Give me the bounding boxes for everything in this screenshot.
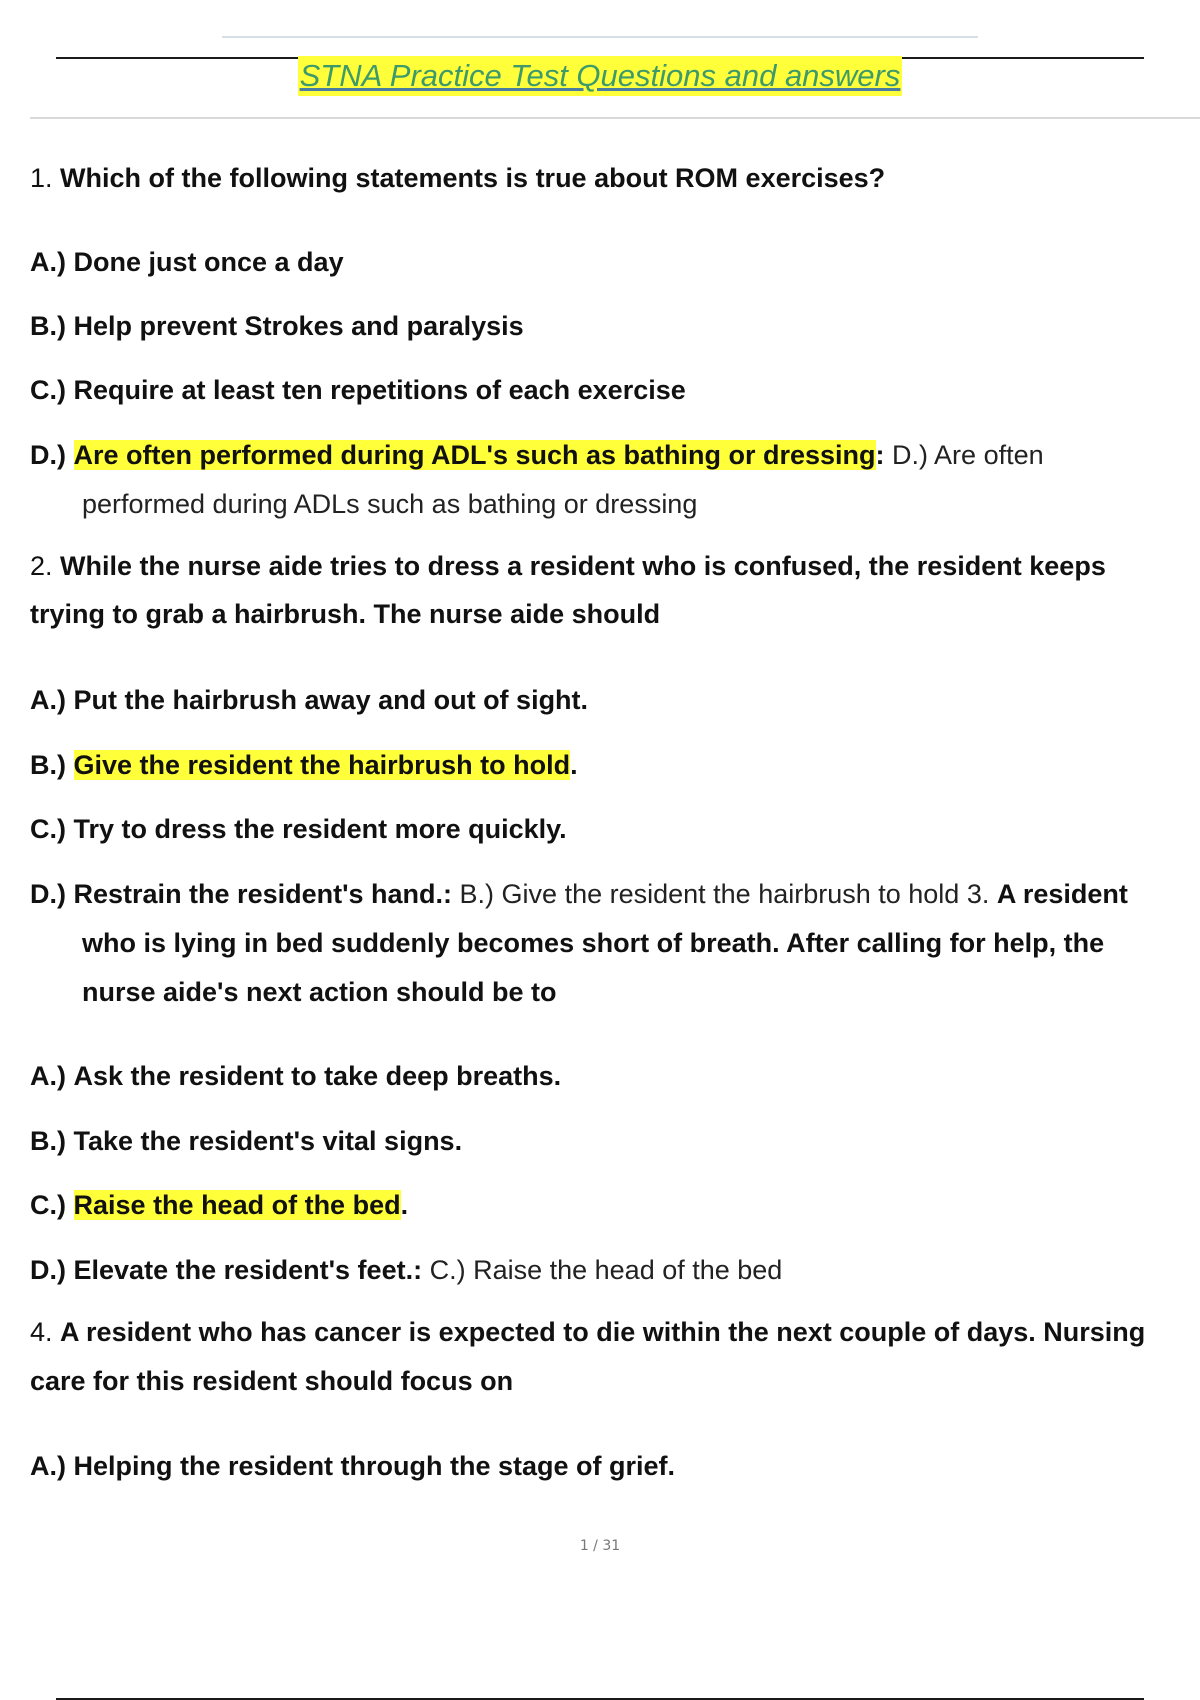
option-letter: B.) <box>30 1126 66 1156</box>
option-b <box>30 747 578 783</box>
question-number: 4. <box>30 1317 53 1347</box>
answer-text: performed during ADLs such as bathing or dressing <box>82 489 698 519</box>
option-text: Done just once a day <box>73 247 344 277</box>
answer-text: C.) Raise the head of the bed <box>429 1255 783 1285</box>
option-text: Try to dress the resident more quickly. <box>73 814 567 844</box>
option-letter: C.) <box>30 1190 66 1220</box>
option-b <box>30 308 524 344</box>
option-letter: A.) <box>30 685 66 715</box>
question-text: A resident who has cancer is expected to die within the next couple of days. Nursing <box>60 1317 1146 1347</box>
option-text: Take the resident's vital signs. <box>73 1126 463 1156</box>
question-3-continuation <box>82 974 557 1010</box>
option-a <box>30 244 344 280</box>
option-letter: A.) <box>30 1061 66 1091</box>
question-number: 1. <box>30 163 53 193</box>
option-text: Restrain the resident's hand.: <box>73 879 453 909</box>
question-2 <box>30 548 1106 584</box>
question-text: A resident <box>996 879 1128 909</box>
correct-option-highlight: Give the resident the hairbrush to hold <box>73 750 571 780</box>
question-number: 2. <box>30 551 53 581</box>
option-letter: D.) <box>30 1255 66 1285</box>
option-c <box>30 811 567 847</box>
option-letter: A.) <box>30 247 66 277</box>
option-text: Help prevent Strokes and paralysis <box>73 311 524 341</box>
option-a <box>30 1058 561 1094</box>
title-container <box>0 56 1200 96</box>
option-letter: C.) <box>30 375 66 405</box>
option-text: Helping the resident through the stage of grief. <box>73 1451 676 1481</box>
page-indicator: 1 / 31 <box>579 1538 621 1554</box>
option-letter: A.) <box>30 1451 66 1481</box>
option-letter: C.) <box>30 814 66 844</box>
question-3-continuation <box>82 925 1104 961</box>
page-title: STNA Practice Test Questions and answers <box>298 56 903 96</box>
header-faint-rule <box>222 36 978 38</box>
answer-text: B.) Give the resident the hairbrush to hold 3. <box>459 879 990 909</box>
option-letter: D.) <box>30 879 66 909</box>
question-text: nurse aide's next action should be to <box>82 977 557 1007</box>
option-a <box>30 682 588 718</box>
title-underline-rule <box>30 117 1200 119</box>
option-text: Put the hairbrush away and out of sight. <box>73 685 589 715</box>
question-4-continuation <box>30 1363 513 1399</box>
question-text: Which of the following statements is true about ROM exercises? <box>60 163 886 193</box>
correct-option-highlight: Are often performed during ADL's such as bathing or dressing <box>73 440 876 470</box>
question-1 <box>30 160 885 196</box>
option-c <box>30 1187 408 1223</box>
option-text: Elevate the resident's feet.: <box>73 1255 423 1285</box>
option-d <box>30 1252 782 1288</box>
option-d <box>30 437 1044 473</box>
option-period: . <box>570 750 578 780</box>
answer-text: D.) Are often <box>892 440 1044 470</box>
correct-option-highlight: Raise the head of the bed <box>73 1190 401 1220</box>
answer-continuation <box>82 486 697 522</box>
question-text: care for this resident should focus on <box>30 1366 514 1396</box>
option-colon: : <box>875 440 885 470</box>
option-period: . <box>400 1190 409 1220</box>
question-text: who is lying in bed suddenly becomes short of breath. After calling for help, the <box>82 928 1105 958</box>
question-text: While the nurse aide tries to dress a resident who is confused, the resident keeps <box>60 551 1106 581</box>
option-letter: B.) <box>30 311 66 341</box>
option-letter: B.) <box>30 750 66 780</box>
option-a <box>30 1448 675 1484</box>
question-4 <box>30 1314 1145 1350</box>
option-d <box>30 876 1128 912</box>
option-b <box>30 1123 462 1159</box>
question-2-continuation <box>30 596 660 632</box>
option-c <box>30 372 686 408</box>
option-letter: D.) <box>30 440 66 470</box>
question-text: trying to grab a hairbrush. The nurse aide should <box>30 599 661 629</box>
option-text: Ask the resident to take deep breaths. <box>73 1061 562 1091</box>
option-text: Require at least ten repetitions of each exercise <box>73 375 686 405</box>
